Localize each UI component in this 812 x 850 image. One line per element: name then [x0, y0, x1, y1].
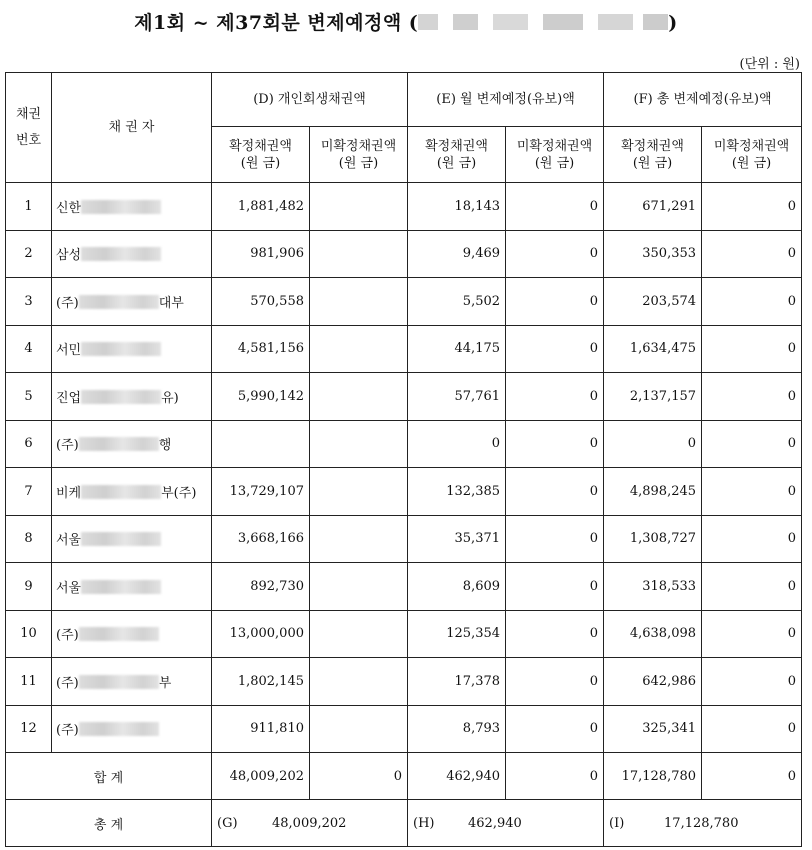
- cell-d-conf: 13,000,000: [212, 610, 310, 658]
- cell-e-conf: 9,469: [408, 230, 506, 278]
- header-f-confirmed: 확정채권액 (원 금): [604, 127, 702, 183]
- cell-e-unconf: 0: [506, 325, 604, 373]
- creditor-no: 1: [6, 183, 52, 231]
- table-row: [6, 563, 802, 611]
- table-row: [6, 183, 802, 231]
- cell-f-unconf: 0: [702, 373, 802, 421]
- creditor-name: [52, 705, 212, 753]
- cell-f-unconf: 0: [702, 420, 802, 468]
- cell-e-unconf: 0: [506, 468, 604, 516]
- header-e: (E) 월 변제예정(유보)액: [408, 73, 604, 127]
- creditor-no: 7: [6, 468, 52, 516]
- grand-i: [604, 800, 802, 847]
- redacted-name: [81, 485, 161, 499]
- creditor-name-start: (주): [56, 438, 79, 454]
- creditor-no: 5: [6, 373, 52, 421]
- creditor-name-start: 서울: [56, 580, 82, 596]
- cell-e-unconf: 0: [506, 230, 604, 278]
- sum-f-confirmed: 17,128,780: [604, 753, 702, 800]
- cell-d-unconf: [310, 230, 408, 278]
- sum-row: [6, 753, 802, 800]
- table-row: [6, 373, 802, 421]
- creditor-name: [52, 610, 212, 658]
- creditor-no: 4: [6, 325, 52, 373]
- creditor-no: 8: [6, 515, 52, 563]
- creditor-name: [52, 230, 212, 278]
- cell-e-conf: 125,354: [408, 610, 506, 658]
- creditor-no: 6: [6, 420, 52, 468]
- cell-f-unconf: 0: [702, 610, 802, 658]
- cell-d-unconf: [310, 325, 408, 373]
- header-creditor-no: 채권 번호: [6, 73, 52, 183]
- creditor-name-end: 부(주): [161, 485, 197, 501]
- sum-label: 합 계: [6, 753, 212, 800]
- table-row: [6, 658, 802, 706]
- table-row: [6, 705, 802, 753]
- cell-d-unconf: [310, 183, 408, 231]
- cell-f-conf: 0: [604, 420, 702, 468]
- cell-e-unconf: 0: [506, 420, 604, 468]
- creditor-name-start: 진업: [56, 390, 82, 406]
- cell-e-unconf: 0: [506, 658, 604, 706]
- creditor-name-end: 부: [158, 675, 172, 691]
- cell-e-unconf: 0: [506, 610, 604, 658]
- cell-d-conf: [212, 420, 310, 468]
- grand-i-value: 17,128,780: [664, 815, 739, 831]
- creditor-name-end: 행: [158, 438, 172, 454]
- cell-d-unconf: [310, 278, 408, 326]
- redacted-name: [79, 295, 159, 309]
- redacted-name: [81, 580, 161, 594]
- cell-e-conf: 5,502: [408, 278, 506, 326]
- creditor-name: [52, 278, 212, 326]
- cell-f-unconf: 0: [702, 658, 802, 706]
- cell-f-conf: 671,291: [604, 183, 702, 231]
- cell-f-unconf: 0: [702, 563, 802, 611]
- header-f: (F) 총 변제예정(유보)액: [604, 73, 802, 127]
- creditor-name: [52, 420, 212, 468]
- cell-d-conf: 1,802,145: [212, 658, 310, 706]
- creditor-name-start: 삼성: [56, 248, 82, 264]
- cell-d-conf: 5,990,142: [212, 373, 310, 421]
- redacted-name: [79, 675, 159, 689]
- cell-f-conf: 4,898,245: [604, 468, 702, 516]
- creditor-name: [52, 658, 212, 706]
- page-title: [0, 8, 812, 35]
- unit-label: (단위 : 원): [739, 57, 800, 72]
- creditor-name: [52, 563, 212, 611]
- cell-e-unconf: 0: [506, 373, 604, 421]
- creditor-no: 3: [6, 278, 52, 326]
- cell-e-conf: 0: [408, 420, 506, 468]
- cell-f-unconf: 0: [702, 278, 802, 326]
- table-row: [6, 278, 802, 326]
- cell-d-unconf: [310, 658, 408, 706]
- cell-e-unconf: 0: [506, 705, 604, 753]
- header-d: (D) 개인회생채권액: [212, 73, 408, 127]
- cell-e-unconf: 0: [506, 515, 604, 563]
- header-d-confirmed: 확정채권액 (원 금): [212, 127, 310, 183]
- table-row: [6, 325, 802, 373]
- cell-e-unconf: 0: [506, 183, 604, 231]
- sum-d-unconfirmed: 0: [310, 753, 408, 800]
- sum-e-unconfirmed: 0: [506, 753, 604, 800]
- title-close: ): [668, 12, 678, 34]
- grand-h-value: 462,940: [468, 815, 522, 831]
- redacted-name: [79, 437, 159, 451]
- grand-h: [408, 800, 604, 847]
- cell-e-conf: 44,175: [408, 325, 506, 373]
- table-row: [6, 610, 802, 658]
- creditor-name-end: 대부: [158, 295, 184, 311]
- cell-e-unconf: 0: [506, 278, 604, 326]
- grand-g: [212, 800, 408, 847]
- table-row: [6, 420, 802, 468]
- redacted-name: [79, 627, 159, 641]
- header-e-unconfirmed: 미확정채권액 (원 금): [506, 127, 604, 183]
- cell-e-conf: 35,371: [408, 515, 506, 563]
- cell-f-conf: 325,341: [604, 705, 702, 753]
- sum-d-confirmed: 48,009,202: [212, 753, 310, 800]
- cell-f-conf: 350,353: [604, 230, 702, 278]
- cell-d-unconf: [310, 705, 408, 753]
- grand-i-label: (I): [609, 815, 625, 831]
- cell-e-conf: 57,761: [408, 373, 506, 421]
- table-row: [6, 515, 802, 563]
- creditor-name: [52, 468, 212, 516]
- redacted-name: [81, 247, 161, 261]
- cell-e-conf: 132,385: [408, 468, 506, 516]
- redacted-name: [79, 722, 159, 736]
- header-d-unconfirmed: 미확정채권액 (원 금): [310, 127, 408, 183]
- cell-d-conf: 1,881,482: [212, 183, 310, 231]
- cell-f-unconf: 0: [702, 230, 802, 278]
- creditor-no: 2: [6, 230, 52, 278]
- cell-d-conf: 911,810: [212, 705, 310, 753]
- grand-label: 총 계: [6, 800, 212, 847]
- repayment-table: [5, 72, 802, 847]
- grand-total-row: [6, 800, 802, 847]
- creditor-name-start: (주): [56, 628, 79, 644]
- creditor-name: [52, 373, 212, 421]
- cell-d-conf: 570,558: [212, 278, 310, 326]
- title-text: 제1회 ~ 제37회분 변제예정액 (: [134, 12, 419, 34]
- sum-f-unconfirmed: 0: [702, 753, 802, 800]
- cell-f-unconf: 0: [702, 515, 802, 563]
- redacted-name: [81, 200, 161, 214]
- cell-d-conf: 3,668,166: [212, 515, 310, 563]
- cell-d-unconf: [310, 373, 408, 421]
- header-creditor: 채 권 자: [52, 73, 212, 183]
- creditor-no: 12: [6, 705, 52, 753]
- redacted-period: [418, 14, 668, 30]
- table-row: [6, 230, 802, 278]
- cell-f-conf: 642,986: [604, 658, 702, 706]
- cell-d-unconf: [310, 420, 408, 468]
- creditor-no: 10: [6, 610, 52, 658]
- grand-h-label: (H): [413, 815, 435, 831]
- cell-d-conf: 892,730: [212, 563, 310, 611]
- redacted-name: [81, 342, 161, 356]
- grand-g-label: (G): [217, 815, 238, 831]
- cell-e-conf: 17,378: [408, 658, 506, 706]
- cell-d-unconf: [310, 610, 408, 658]
- header-f-unconfirmed: 미확정채권액 (원 금): [702, 127, 802, 183]
- redacted-name: [81, 532, 161, 546]
- cell-d-conf: 981,906: [212, 230, 310, 278]
- creditor-name: [52, 515, 212, 563]
- cell-d-conf: 13,729,107: [212, 468, 310, 516]
- table-row: [6, 468, 802, 516]
- cell-d-conf: 4,581,156: [212, 325, 310, 373]
- cell-f-conf: 2,137,157: [604, 373, 702, 421]
- creditor-name-start: (주): [56, 675, 79, 691]
- cell-e-conf: 8,609: [408, 563, 506, 611]
- header-e-confirmed: 확정채권액 (원 금): [408, 127, 506, 183]
- creditor-name-end: 유): [161, 390, 179, 406]
- cell-d-unconf: [310, 563, 408, 611]
- cell-d-unconf: [310, 515, 408, 563]
- cell-f-unconf: 0: [702, 705, 802, 753]
- creditor-name: [52, 183, 212, 231]
- cell-d-unconf: [310, 468, 408, 516]
- creditor-name-start: 서울: [56, 533, 82, 549]
- cell-f-conf: 203,574: [604, 278, 702, 326]
- cell-f-unconf: 0: [702, 468, 802, 516]
- cell-f-conf: 1,308,727: [604, 515, 702, 563]
- creditor-name-start: 신한: [56, 200, 82, 216]
- redacted-name: [81, 390, 161, 404]
- creditor-name-start: 서민: [56, 343, 82, 359]
- grand-g-value: 48,009,202: [272, 815, 347, 831]
- cell-e-conf: 8,793: [408, 705, 506, 753]
- cell-f-conf: 1,634,475: [604, 325, 702, 373]
- cell-f-unconf: 0: [702, 325, 802, 373]
- creditor-name-start: (주): [56, 295, 79, 311]
- cell-f-unconf: 0: [702, 183, 802, 231]
- cell-f-conf: 4,638,098: [604, 610, 702, 658]
- creditor-name: [52, 325, 212, 373]
- creditor-no: 9: [6, 563, 52, 611]
- creditor-no: 11: [6, 658, 52, 706]
- creditor-name-start: (주): [56, 723, 79, 739]
- creditor-name-start: 비케: [56, 485, 82, 501]
- sum-e-confirmed: 462,940: [408, 753, 506, 800]
- cell-e-unconf: 0: [506, 563, 604, 611]
- cell-e-conf: 18,143: [408, 183, 506, 231]
- cell-f-conf: 318,533: [604, 563, 702, 611]
